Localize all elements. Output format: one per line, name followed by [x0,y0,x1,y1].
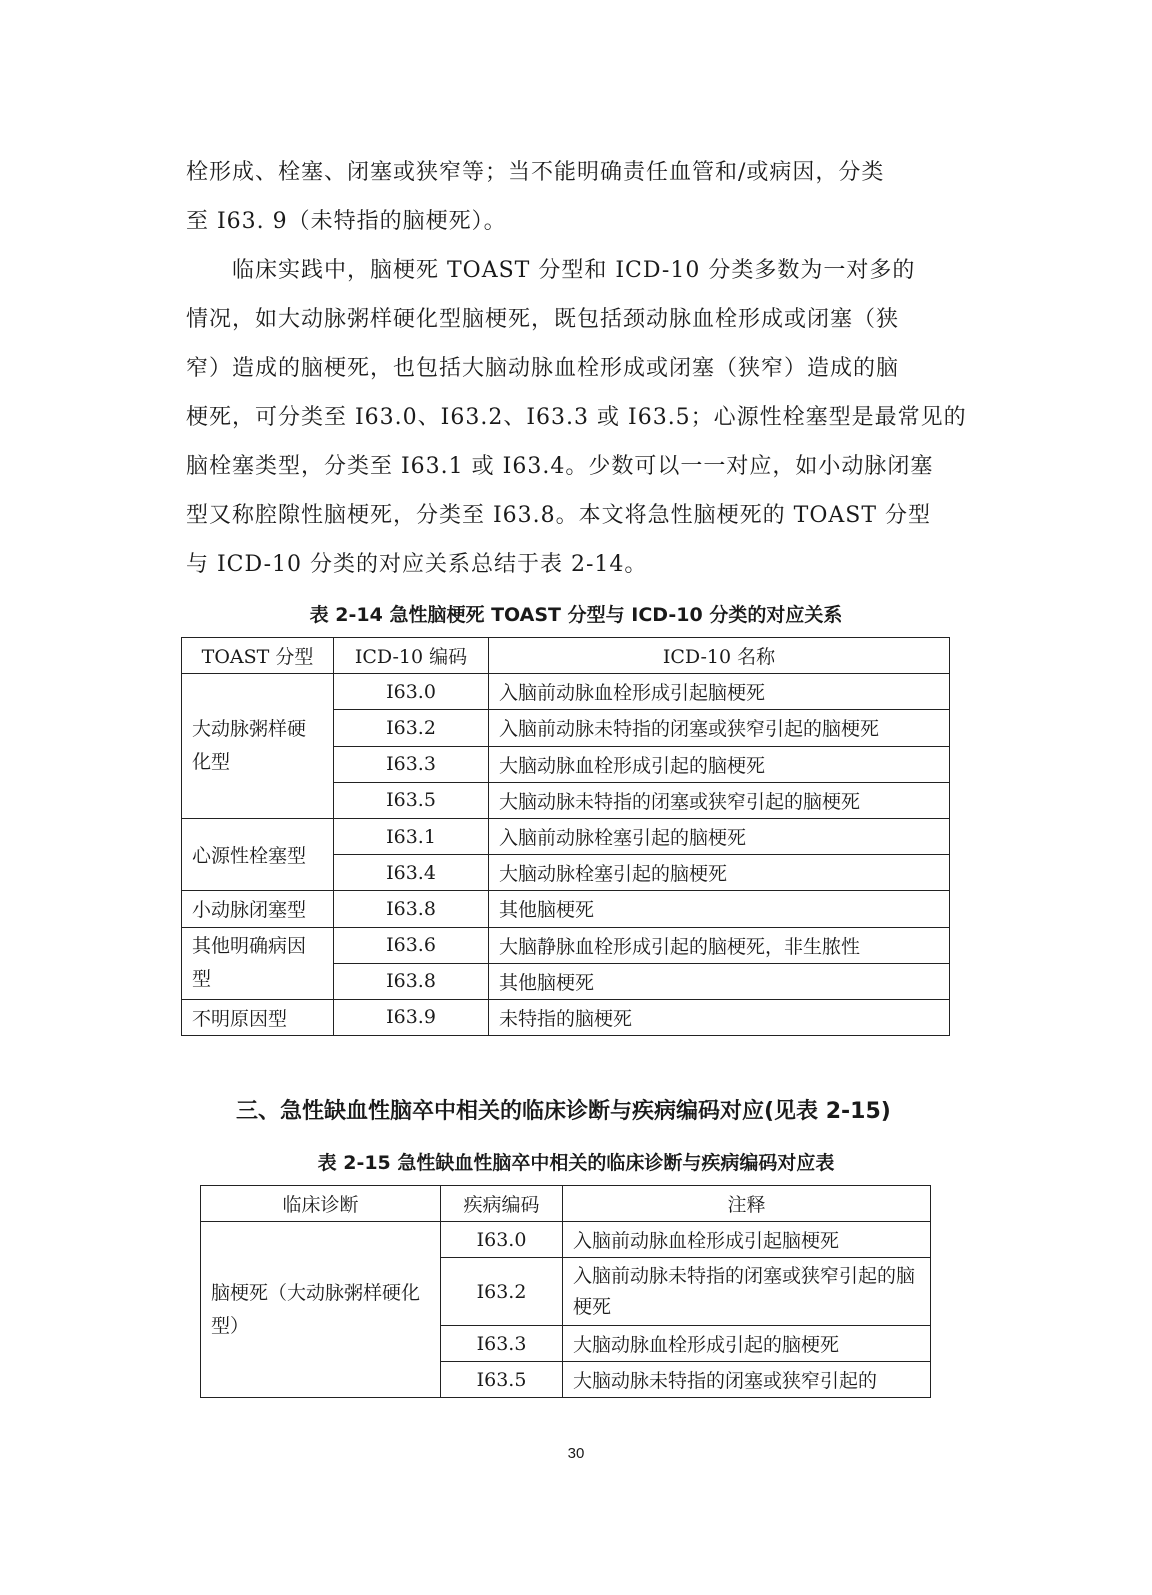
table-row [182,927,950,963]
table-row [182,674,950,710]
text-line: 与 ICD-10 分类的对应关系总结于表 2-14。 [186,552,648,577]
disease-code-cell: I63.2 [441,1258,563,1326]
icd-name-cell: 入脑前动脉栓塞引起的脑梗死 [489,818,950,854]
toast-type-cell: 不明原因型 [182,999,334,1035]
icd-code-cell: I63.4 [334,855,489,891]
section-heading: 三、急性缺血性脑卒中相关的临床诊断与疾病编码对应(见表 2-15) [236,1099,891,1124]
toast-type-cell: 心源性栓塞型 [182,818,334,890]
text-line: 至 I63. 9（未特指的脑梗死）。 [186,209,507,234]
toast-type-cell: 其他明确病因型 [182,927,334,999]
note-cell: 大脑动脉未特指的闭塞或狭窄引起的 [563,1362,931,1398]
icd-name-cell: 大脑动脉栓塞引起的脑梗死 [489,855,950,891]
disease-code-cell: I63.0 [441,1222,563,1258]
text-line: 脑栓塞类型，分类至 I63.1 或 I63.4。少数可以一一对应，如小动脉闭塞 [186,454,934,479]
text-line: 临床实践中，脑梗死 TOAST 分型和 ICD-10 分类多数为一对多的 [186,258,916,283]
text-line: 栓形成、栓塞、闭塞或狭窄等；当不能明确责任血管和/或病因，分类 [186,160,885,185]
icd-code-cell: I63.8 [334,963,489,999]
toast-type-cell: 小动脉闭塞型 [182,891,334,927]
text-line: 窄）造成的脑梗死，也包括大脑动脉血栓形成或闭塞（狭窄）造成的脑 [186,356,900,381]
icd-code-cell: I63.8 [334,891,489,927]
icd-name-cell: 其他脑梗死 [489,963,950,999]
icd-name-cell: 入脑前动脉未特指的闭塞或狭窄引起的脑梗死 [489,710,950,746]
column-header: 疾病编码 [441,1186,563,1222]
column-header: ICD-10 名称 [489,638,950,674]
table-header-row [182,638,950,674]
icd-name-cell: 大脑静脉血栓形成引起的脑梗死，非生脓性 [489,927,950,963]
column-header: 临床诊断 [201,1186,441,1222]
table-row [182,891,950,927]
text-line: 情况，如大动脉粥样硬化型脑梗死，既包括颈动脉血栓形成或闭塞（狭 [186,307,900,332]
icd-name-cell: 其他脑梗死 [489,891,950,927]
icd-code-cell: I63.1 [334,818,489,854]
icd-code-cell: I63.0 [334,674,489,710]
table-header-row [201,1186,931,1222]
icd-code-cell: I63.6 [334,927,489,963]
table-2-15-caption: 表 2-15 急性缺血性脑卒中相关的临床诊断与疾病编码对应表 [317,1152,835,1174]
main-paragraph [186,246,967,589]
table-2-14-caption: 表 2-14 急性脑梗死 TOAST 分型与 ICD-10 分类的对应关系 [309,604,843,626]
text-line: 梗死，可分类至 I63.0、I63.2、I63.3 或 I63.5；心源性栓塞型是最常见的 [186,405,967,430]
toast-type-cell: 大动脉粥样硬化型 [182,674,334,819]
column-header: ICD-10 编码 [334,638,489,674]
icd-name-cell: 未特指的脑梗死 [489,999,950,1035]
note-cell: 入脑前动脉未特指的闭塞或狭窄引起的脑梗死 [563,1258,931,1326]
icd-code-cell: I63.9 [334,999,489,1035]
note-cell: 大脑动脉血栓形成引起的脑梗死 [563,1326,931,1362]
text-line: 型又称腔隙性脑梗死，分类至 I63.8。本文将急性脑梗死的 TOAST 分型 [186,503,931,528]
icd-name-cell: 大脑动脉血栓形成引起的脑梗死 [489,746,950,782]
disease-code-cell: I63.5 [441,1362,563,1398]
icd-name-cell: 入脑前动脉血栓形成引起脑梗死 [489,674,950,710]
table-row [182,999,950,1035]
disease-code-cell: I63.3 [441,1326,563,1362]
column-header: 注释 [563,1186,931,1222]
intro-paragraph [186,148,936,246]
note-cell: 入脑前动脉血栓形成引起脑梗死 [563,1222,931,1258]
table-row [201,1222,931,1258]
icd-name-cell: 大脑动脉未特指的闭塞或狭窄引起的脑梗死 [489,782,950,818]
page-number: 30 [567,1445,585,1462]
table-2-15 [200,1185,931,1398]
diagnosis-cell: 脑梗死（大动脉粥样硬化型） [201,1222,441,1398]
icd-code-cell: I63.3 [334,746,489,782]
table-row [182,818,950,854]
column-header: TOAST 分型 [182,638,334,674]
icd-code-cell: I63.2 [334,710,489,746]
icd-code-cell: I63.5 [334,782,489,818]
table-2-14 [181,637,950,1036]
